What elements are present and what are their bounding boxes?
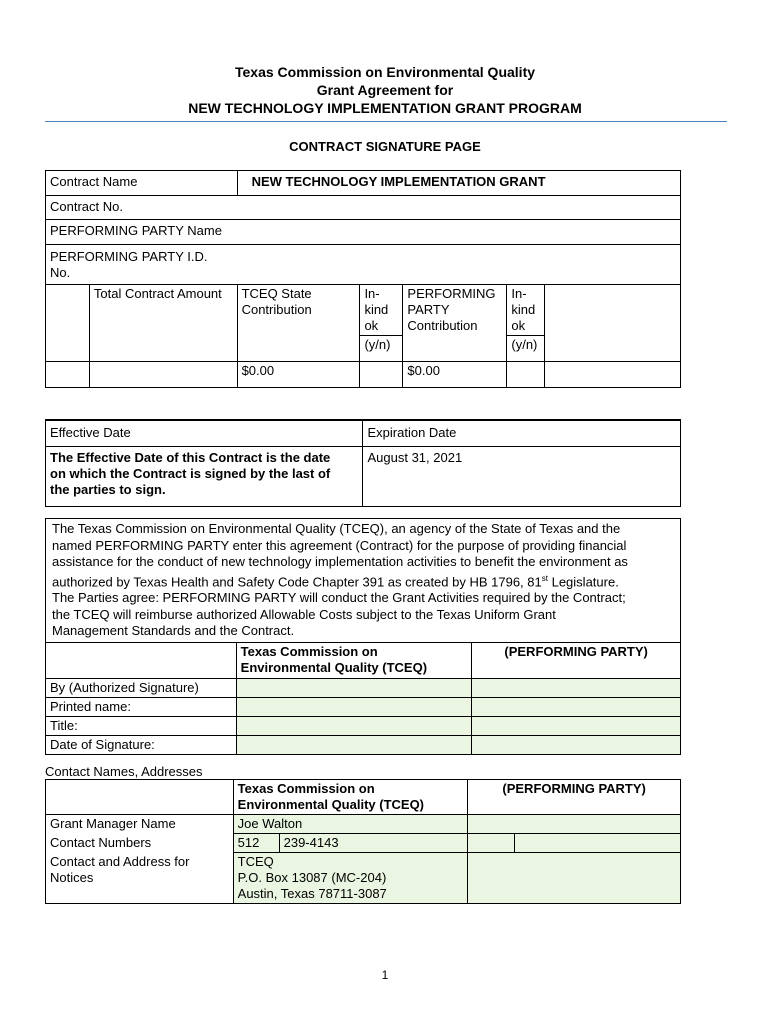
header-line-1: Texas Commission on Environmental Quality [234, 64, 536, 80]
phone-value: 239-4143 [279, 834, 468, 853]
header-line-2: Grant Agreement for [316, 82, 454, 98]
grant-manager-label: Grant Manager Name [46, 815, 234, 834]
tceq-address-value: TCEQ P.O. Box 13087 (MC-204) Austin, Texas 78711-3087 [233, 853, 468, 904]
blank-cell [237, 336, 360, 362]
dates-table [45, 419, 681, 507]
total-amount-value [89, 362, 237, 388]
signature-tceq-heading: Texas Commission on Environmental Quality (TCEQ) [236, 642, 472, 678]
party-id-label: PERFORMING PARTY I.D. No. [46, 245, 681, 285]
signature-party-heading: (PERFORMING PARTY) [472, 642, 681, 678]
expiration-date-value: August 31, 2021 [363, 446, 681, 506]
tceq-signature-field[interactable] [236, 678, 472, 697]
party-contribution-label: PERFORMING PARTY Contribution [403, 285, 507, 336]
printed-name-label: Printed name: [46, 697, 237, 716]
expiration-date-label: Expiration Date [363, 420, 681, 446]
agreement-paragraph: The Texas Commission on Environmental Quality (TCEQ), an agency of the State of Texas and the named PERFORMING PARTY enter this agreement (Contract) for the purpose of providing financial assistance for the conduct of new technology implementation activities to benefit the environment as authorized by Texas Health and Safety Code Chapter 391 as created by HB 1796, 81st Legislature. The Parties agree: PERFORMING PARTY will conduct the Grant Activities required by the Contract; the TCEQ will reimburse authorized Allowable Costs subject to the Texas Uniform Grant Management Standards and the Contract. [46, 519, 681, 643]
tceq-inkind-yn: (y/n) [360, 336, 403, 362]
tceq-date-field[interactable] [236, 735, 472, 754]
contacts-tceq-heading: Texas Commission on Environmental Quality (TCEQ) [233, 780, 468, 815]
blank-cell [403, 336, 507, 362]
tceq-inkind-value [360, 362, 403, 388]
total-amount-label: Total Contract Amount [89, 285, 237, 336]
blank-cell [545, 362, 681, 388]
contact-numbers-label: Contact Numbers [46, 834, 234, 853]
blank-cell [545, 285, 681, 336]
party-inkind-value [507, 362, 545, 388]
blank-cell [46, 336, 90, 362]
party-phone-field[interactable] [515, 834, 681, 853]
contact-address-label: Contact and Address for Notices [46, 853, 234, 904]
contract-no-label: Contract No. [46, 196, 681, 220]
party-address-field[interactable] [468, 853, 681, 904]
party-manager-field[interactable] [468, 815, 681, 834]
blank-cell [46, 642, 237, 678]
page-number: 1 [381, 968, 389, 982]
party-signature-field[interactable] [472, 678, 681, 697]
contacts-heading: Contact Names, Addresses [45, 764, 203, 779]
party-name-label: PERFORMING PARTY Name [46, 220, 681, 245]
contacts-party-heading: (PERFORMING PARTY) [468, 780, 681, 815]
date-of-signature-label: Date of Signature: [46, 735, 237, 754]
party-printed-name-field[interactable] [472, 697, 681, 716]
tceq-amount-value: $0.00 [237, 362, 360, 388]
party-date-field[interactable] [472, 735, 681, 754]
effective-date-label: Effective Date [46, 420, 363, 446]
blank-cell [89, 336, 237, 362]
contract-name-label: Contract Name [46, 171, 238, 196]
contract-name-value: NEW TECHNOLOGY IMPLEMENTATION GRANT [237, 171, 680, 196]
page-subtitle: CONTRACT SIGNATURE PAGE [289, 139, 481, 154]
contacts-table [45, 779, 681, 904]
tceq-contribution-label: TCEQ State Contribution [237, 285, 360, 336]
blank-cell [545, 336, 681, 362]
header-line-3: NEW TECHNOLOGY IMPLEMENTATION GRANT PROGRAM [188, 100, 582, 116]
party-title-field[interactable] [472, 716, 681, 735]
tceq-title-field[interactable] [236, 716, 472, 735]
grant-manager-value: Joe Walton [233, 815, 468, 834]
header-rule [45, 121, 727, 122]
party-area-code-field[interactable] [468, 834, 515, 853]
blank-cell [46, 285, 90, 336]
area-code-value: 512 [233, 834, 279, 853]
party-amount-value: $0.00 [403, 362, 507, 388]
party-inkind-yn: (y/n) [507, 336, 545, 362]
contract-info-table [45, 170, 681, 388]
blank-cell [46, 780, 234, 815]
tceq-printed-name-field[interactable] [236, 697, 472, 716]
effective-date-text: The Effective Date of this Contract is the date on which the Contract is signed by the last of the parties to sign. [46, 446, 363, 506]
by-signature-label: By (Authorized Signature) [46, 678, 237, 697]
agreement-table [45, 518, 681, 755]
tceq-inkind-label: In- kind ok [360, 285, 403, 336]
party-inkind-label: In- kind ok [507, 285, 545, 336]
blank-cell [46, 362, 90, 388]
title-label: Title: [46, 716, 237, 735]
